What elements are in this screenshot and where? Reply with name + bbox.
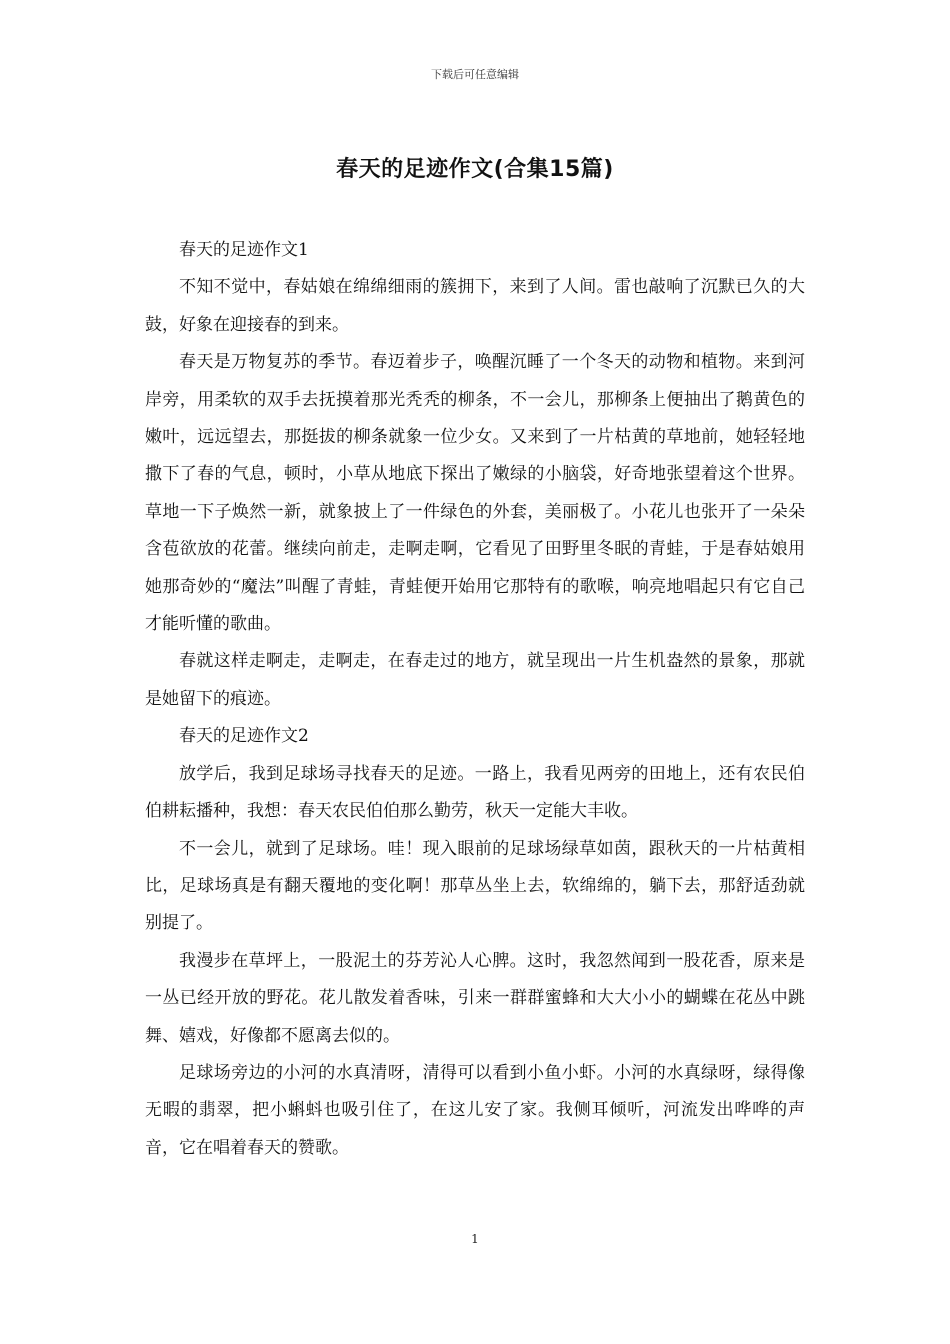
paragraph: 春就这样走啊走，走啊走，在春走过的地方，就呈现出一片生机盎然的景象，那就是她留下的痕迹。 [145, 651, 805, 709]
section-heading-1: 春天的足迹作文1 [179, 240, 309, 260]
page-header-note: 下载后可任意编辑 [431, 68, 519, 81]
paragraph: 我漫步在草坪上，一股泥土的芬芳沁人心脾。这时，我忽然闻到一股花香，原来是一丛已经开放的野花。花儿散发着香味，引来一群群蜜蜂和大大小小的蝴蝶在花丛中跳舞、嬉戏，好像都不愿离去似的。 [145, 950, 805, 1046]
paragraph: 春天是万物复苏的季节。春迈着步子，唤醒沉睡了一个冬天的动物和植物。来到河岸旁，用柔软的双手去抚摸着那光秃秃的柳条，不一会儿，那柳条上便抽出了鹅黄色的嫩叶，远远望去，那挺拔的柳条就象一位少女。又来到了一片枯黄的草地前，她轻轻地撒下了春的气息，顿时，小草从地底下探出了嫩绿的小脑袋，好奇地张望着这个世界。草地一下子焕然一新，就象披上了一件绿色的外套，美丽极了。小花儿也张开了一朵朵含苞欲放的花蕾。继续向前走，走啊走啊，它看见了田野里冬眠的青蛙，于是春姑娘用她那奇妙的“魔法”叫醒了青蛙，青蛙便开始用它那特有的歌喉，响亮地唱起只有它自己才能听懂的歌曲。 [145, 352, 805, 635]
paragraph: 不知不觉中，春姑娘在绵绵细雨的簇拥下，来到了人间。雷也敲响了沉默已久的大鼓，好象在迎接春的到来。 [145, 277, 805, 335]
paragraph: 足球场旁边的小河的水真清呀，清得可以看到小鱼小虾。小河的水真绿呀，绿得像无暇的翡翠，把小蝌蚪也吸引住了，在这儿安了家。我侧耳倾听，河流发出哗哗的声音，它在唱着春天的赞歌。 [145, 1062, 805, 1158]
document-body [145, 232, 805, 1167]
section-heading-2: 春天的足迹作文2 [179, 726, 309, 747]
paragraph: 放学后，我到足球场寻找春天的足迹。一路上，我看见两旁的田地上，还有农民伯伯耕耘播种，我想：春天农民伯伯那么勤劳，秋天一定能大丰收。 [145, 763, 805, 822]
paragraph: 不一会儿，就到了足球场。哇！现入眼前的足球场绿草如茵，跟秋天的一片枯黄相比，足球场真是有翻天覆地的变化啊！那草丛坐上去，软绵绵的，躺下去，那舒适劲就别提了。 [145, 838, 805, 934]
page-number: 1 [471, 1232, 479, 1246]
document-title: 春天的足迹作文(合集15篇) [336, 157, 614, 182]
